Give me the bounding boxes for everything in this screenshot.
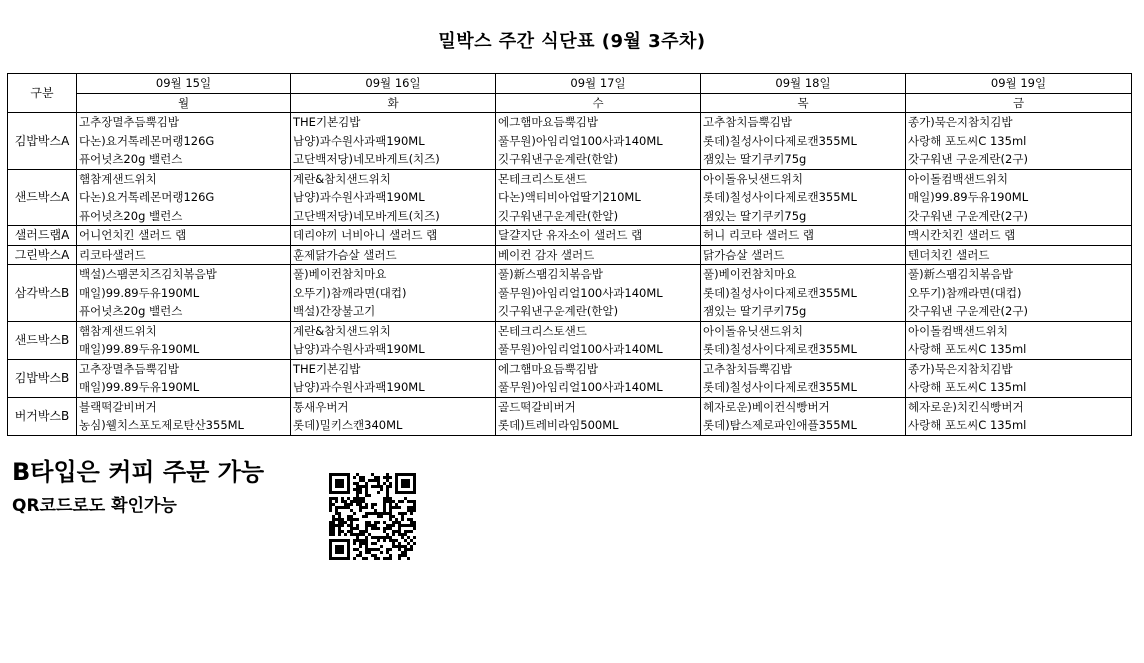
menu-item-cell: 풀)베이컨참치마요: [701, 265, 906, 284]
date-header: 09월 18일: [701, 74, 906, 94]
category-cell: 김밥박스A: [8, 113, 77, 170]
table-row: [8, 245, 1132, 265]
menu-item-cell: 풀)베이컨참치마요: [291, 265, 496, 284]
menu-item-cell: 아이돌유닛샌드위치: [701, 321, 906, 340]
category-cell: 삼각박스B: [8, 265, 77, 322]
menu-item-cell: 아이돌유닛샌드위치: [701, 169, 906, 188]
menu-item-cell: THE기본김밥: [291, 359, 496, 378]
menu-item-cell: 에그햄마요듬뿍김밥: [496, 359, 701, 378]
menu-item-cell: 롯데)칠성사이다제로캔355ML: [701, 284, 906, 303]
category-cell: 김밥박스B: [8, 359, 77, 397]
menu-item-cell: 백설)간장불고기: [291, 302, 496, 321]
menu-item-cell: 롯데)밀키스캔340ML: [291, 416, 496, 435]
menu-item-cell: 남양)과수원사과팩190ML: [291, 132, 496, 151]
menu-item-cell: 허니 리코타 샐러드 랩: [701, 226, 906, 246]
table-row: [8, 397, 1132, 416]
menu-item-cell: 데리야끼 너비아니 샐러드 랩: [291, 226, 496, 246]
table-row: [8, 378, 1132, 397]
table-row: [8, 188, 1132, 207]
weekly-menu-table: [7, 73, 1132, 436]
menu-item-cell: 풀무원)아임리얼100사과140ML: [496, 284, 701, 303]
menu-item-cell: 풀무원)아임리얼100사과140ML: [496, 378, 701, 397]
date-header-row: [8, 74, 1132, 94]
menu-item-cell: 훈제닭가슴살 샐러드: [291, 245, 496, 265]
menu-item-cell: 갓구워낸 구운계란(2구): [906, 207, 1132, 226]
menu-item-cell: 고단백저당)네모바게트(치즈): [291, 207, 496, 226]
menu-item-cell: 갓구워낸 구운계란(2구): [906, 302, 1132, 321]
menu-item-cell: 롯데)칠성사이다제로캔355ML: [701, 340, 906, 359]
qr-code-icon[interactable]: [329, 473, 416, 560]
coffee-order-note: B타입은 커피 주문 가능: [12, 458, 265, 486]
category-cell: 샌드박스A: [8, 169, 77, 226]
menu-item-cell: 달걀지단 유자소이 샐러드 랩: [496, 226, 701, 246]
menu-item-cell: 햄참계샌드위치: [77, 169, 291, 188]
menu-item-cell: 매일)99.89두유190ML: [77, 340, 291, 359]
menu-item-cell: 베이컨 감자 샐러드: [496, 245, 701, 265]
menu-item-cell: 헤자로운)치킨식빵버거: [906, 397, 1132, 416]
table-row: [8, 132, 1132, 151]
menu-item-cell: 오뚜기)참깨라면(대컵): [291, 284, 496, 303]
menu-body: [8, 113, 1132, 436]
menu-item-cell: 롯데)탐스제로파인애플355ML: [701, 416, 906, 435]
table-row: [8, 359, 1132, 378]
category-header: 구분: [8, 74, 77, 113]
menu-item-cell: 깃구워낸구운계란(한알): [496, 302, 701, 321]
menu-item-cell: 풀)新스팸김치볶음밥: [496, 265, 701, 284]
category-cell: 샌드박스B: [8, 321, 77, 359]
menu-item-cell: 아이돌컴백샌드위치: [906, 169, 1132, 188]
menu-item-cell: 닭가슴살 샐러드: [701, 245, 906, 265]
weekday-header: 화: [291, 93, 496, 113]
menu-item-cell: 계란&참치샌드위치: [291, 321, 496, 340]
menu-item-cell: 깃구워낸구운계란(한알): [496, 207, 701, 226]
weekday-header: 수: [496, 93, 701, 113]
menu-item-cell: 롯데)칠성사이다제로캔355ML: [701, 188, 906, 207]
menu-item-cell: 텐더치킨 샐러드: [906, 245, 1132, 265]
date-header: 09월 15일: [77, 74, 291, 94]
menu-item-cell: 사랑해 포도씨C 135ml: [906, 378, 1132, 397]
menu-item-cell: 아이돌컴백샌드위치: [906, 321, 1132, 340]
menu-item-cell: 잼있는 딸기쿠키75g: [701, 150, 906, 169]
menu-item-cell: 사랑해 포도씨C 135ml: [906, 340, 1132, 359]
table-row: [8, 284, 1132, 303]
menu-item-cell: 백설)스팸콘치즈김치볶음밥: [77, 265, 291, 284]
menu-item-cell: 매일)99.89두유190ML: [77, 378, 291, 397]
menu-item-cell: 에그햄마요듬뿍김밥: [496, 113, 701, 132]
menu-item-cell: 리코타샐러드: [77, 245, 291, 265]
menu-item-cell: 매일)99.89두유190ML: [906, 188, 1132, 207]
table-row: [8, 340, 1132, 359]
menu-item-cell: 매일)99.89두유190ML: [77, 284, 291, 303]
category-cell: 버거박스B: [8, 397, 77, 435]
menu-item-cell: 풀무원)아임리얼100사과140ML: [496, 340, 701, 359]
menu-item-cell: 몬테크리스토샌드: [496, 169, 701, 188]
menu-item-cell: 남양)과수원사과팩190ML: [291, 188, 496, 207]
table-row: [8, 302, 1132, 321]
menu-item-cell: 어니언치킨 샐러드 랩: [77, 226, 291, 246]
weekday-header: 목: [701, 93, 906, 113]
menu-item-cell: 롯데)칠성사이다제로캔355ML: [701, 132, 906, 151]
menu-item-cell: 다논)액티비아업딸기210ML: [496, 188, 701, 207]
table-row: [8, 226, 1132, 246]
page-title: 밀박스 주간 식단표 (9월 3주차): [438, 31, 706, 52]
menu-item-cell: 맥시칸치킨 샐러드 랩: [906, 226, 1132, 246]
menu-item-cell: 고단백저당)네모바게트(치즈): [291, 150, 496, 169]
menu-item-cell: THE기본김밥: [291, 113, 496, 132]
menu-item-cell: 롯데)트레비라임500ML: [496, 416, 701, 435]
menu-item-cell: 종가)묵은지참치김밥: [906, 359, 1132, 378]
menu-item-cell: 헤자로운)베이컨식빵버거: [701, 397, 906, 416]
menu-item-cell: 고추장멸추듬뿍김밥: [77, 359, 291, 378]
table-row: [8, 207, 1132, 226]
menu-item-cell: 풀무원)아임리얼100사과140ML: [496, 132, 701, 151]
menu-item-cell: 퓨어넛츠20g 밸런스: [77, 302, 291, 321]
date-header: 09월 17일: [496, 74, 701, 94]
menu-item-cell: 롯데)칠성사이다제로캔355ML: [701, 378, 906, 397]
menu-item-cell: 블랙떡갈비버거: [77, 397, 291, 416]
weekday-header-row: [8, 93, 1132, 113]
menu-item-cell: 계란&참치샌드위치: [291, 169, 496, 188]
menu-item-cell: 통새우버거: [291, 397, 496, 416]
menu-item-cell: 종가)묵은지참치김밥: [906, 113, 1132, 132]
menu-item-cell: 고추참치듬뿍김밥: [701, 359, 906, 378]
table-row: [8, 150, 1132, 169]
menu-item-cell: 오뚜기)참깨라면(대컵): [906, 284, 1132, 303]
menu-item-cell: 다논)요거톡레몬머랭126G: [77, 132, 291, 151]
menu-item-cell: 잼있는 딸기쿠키75g: [701, 302, 906, 321]
menu-item-cell: 고추참치듬뿍김밥: [701, 113, 906, 132]
menu-item-cell: 갓구워낸 구운계란(2구): [906, 150, 1132, 169]
menu-item-cell: 남양)과수원사과팩190ML: [291, 340, 496, 359]
date-header: 09월 19일: [906, 74, 1132, 94]
weekday-header: 금: [906, 93, 1132, 113]
qr-note: QR코드로도 확인가능: [12, 496, 177, 516]
category-cell: 샐러드랩A: [8, 226, 77, 246]
menu-item-cell: 다논)요거톡레몬머랭126G: [77, 188, 291, 207]
table-row: [8, 265, 1132, 284]
category-cell: 그린박스A: [8, 245, 77, 265]
menu-item-cell: 사랑해 포도씨C 135ml: [906, 132, 1132, 151]
weekday-header: 월: [77, 93, 291, 113]
menu-item-cell: 풀)新스팸김치볶음밥: [906, 265, 1132, 284]
menu-item-cell: 퓨어넛츠20g 밸런스: [77, 150, 291, 169]
table-row: [8, 113, 1132, 132]
table-row: [8, 321, 1132, 340]
date-header: 09월 16일: [291, 74, 496, 94]
menu-item-cell: 햄참계샌드위치: [77, 321, 291, 340]
menu-item-cell: 퓨어넛츠20g 밸런스: [77, 207, 291, 226]
menu-item-cell: 몬테크리스토샌드: [496, 321, 701, 340]
menu-item-cell: 사랑해 포도씨C 135ml: [906, 416, 1132, 435]
menu-item-cell: 남양)과수원사과팩190ML: [291, 378, 496, 397]
menu-item-cell: 잼있는 딸기쿠키75g: [701, 207, 906, 226]
table-row: [8, 416, 1132, 435]
menu-item-cell: 농심)웰치스포도제로탄산355ML: [77, 416, 291, 435]
menu-item-cell: 깃구워낸구운계란(한알): [496, 150, 701, 169]
table-row: [8, 169, 1132, 188]
menu-item-cell: 골드떡갈비버거: [496, 397, 701, 416]
menu-item-cell: 고추장멸추듬뿍김밥: [77, 113, 291, 132]
